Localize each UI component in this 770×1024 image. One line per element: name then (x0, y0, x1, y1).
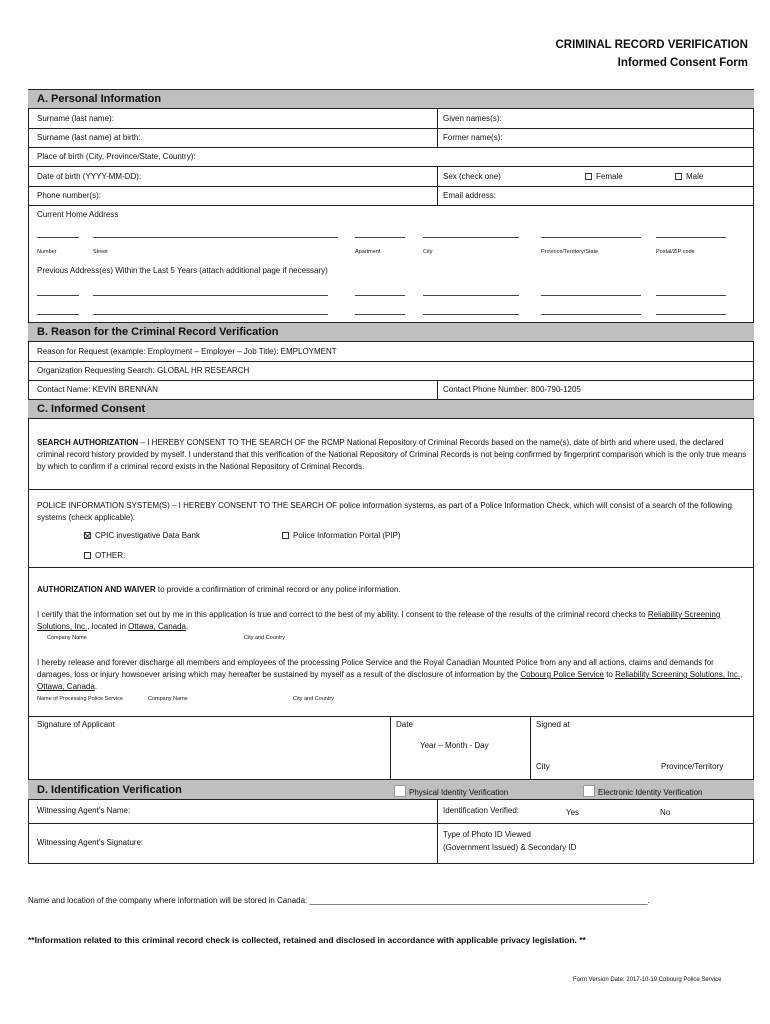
company-name-value: Reliability Screening Solutions, Inc. (615, 670, 741, 679)
previous-address-label: Previous Address(es) Within the Last 5 Years (attach additional page if necessary) (37, 266, 328, 275)
form-title: CRIMINAL RECORD VERIFICATION (555, 39, 748, 51)
prev-number-input[interactable] (37, 295, 79, 296)
province-input[interactable] (541, 237, 641, 238)
police-service-value: Cobourg Police Service (520, 670, 604, 679)
processing-service-caption: Name of Processing Police Service (37, 696, 123, 702)
divider (28, 166, 754, 167)
date-of-birth-field[interactable]: Date of birth (YYYY-MM-DD): (37, 172, 142, 181)
authorization-waiver-text: AUTHORIZATION AND WAIVER to provide a confirmation of criminal record or any police information. (37, 585, 401, 594)
current-address-label: Current Home Address (37, 210, 119, 219)
divider (28, 147, 754, 148)
checkbox-icon (282, 532, 289, 539)
organization-field[interactable]: Organization Requesting Search: GLOBAL HR RESEARCH (37, 366, 250, 375)
divider (28, 567, 754, 568)
storage-location-field[interactable]: Name and location of the company where information will be stored in Canada: ____________________________________________________________________________. (28, 896, 650, 905)
col-province-caption: Province/Territory/State (541, 249, 599, 255)
signature-of-applicant-field[interactable]: Signature of Applicant (37, 720, 115, 729)
form-subtitle: Informed Consent Form (617, 57, 748, 69)
privacy-notice: **Information related to this criminal record check is collected, retained and disclosed in accordance with applicable privacy legislation. ** (28, 935, 586, 945)
photo-id-label-line1: Type of Photo ID Viewed (443, 830, 531, 839)
witness-name-field[interactable]: Witnessing Agent’s Name: (37, 806, 131, 815)
col-number-caption: Number (37, 249, 57, 255)
police-information-text: POLICE INFORMATION SYSTEM(S) – I HEREBY CONSENT TO THE SEARCH OF police information systems, as part of a Police Information Check, which will consist of a search of the following systems (check applicable): (37, 501, 732, 522)
divider (28, 380, 754, 381)
id-verified-no-option[interactable]: No (660, 808, 671, 817)
signed-at-field[interactable]: Signed at (536, 720, 570, 729)
sex-label: Sex (check one) (443, 172, 501, 181)
id-verified-yes-option[interactable]: Yes (566, 808, 580, 817)
prev-postal-input[interactable] (656, 295, 726, 296)
date-format-caption: Year – Month - Day (420, 741, 489, 750)
contact-name-field[interactable]: Contact Name: KEVIN BRENNAN (37, 385, 158, 394)
col-street-caption: Street (93, 249, 108, 255)
section-c-heading: C. Informed Consent (28, 399, 754, 419)
surname-field[interactable]: Surname (last name): (37, 114, 114, 123)
company-name-caption: Company Name (148, 696, 188, 702)
certify-text: I certify that the information set out by me in this application is true and correct to the best of my ability. I consent to the release of the results of the criminal record checks to Reliability Screening Solutions, Inc., located in Ottawa, Canada. (37, 610, 721, 631)
date-field[interactable]: Date (396, 720, 413, 729)
divider (28, 205, 754, 206)
divider (530, 716, 531, 779)
city-caption: City (536, 762, 550, 771)
checkbox-icon (675, 173, 682, 180)
prev-postal-input[interactable] (656, 314, 726, 315)
city-input[interactable] (423, 237, 519, 238)
pip-checkbox[interactable]: Police Information Portal (PIP) (282, 531, 401, 540)
id-verified-label: Identification Verified: (443, 806, 520, 815)
electronic-verification-checkbox[interactable]: Electronic Identity Verification (583, 785, 703, 797)
former-names-field[interactable]: Former name(s): (443, 133, 503, 142)
prev-street-input[interactable] (93, 314, 328, 315)
prev-apartment-input[interactable] (355, 295, 405, 296)
section-a-heading: A. Personal Information (28, 89, 754, 109)
divider (28, 823, 754, 824)
divider (28, 361, 754, 362)
section-d-heading: D. Identification Verification (28, 779, 754, 800)
cpic-checkbox[interactable]: CPIC investigative Data Bank (84, 531, 200, 540)
checkbox-icon (84, 552, 91, 559)
divider (437, 166, 438, 205)
city-country-caption: City and Country (244, 635, 285, 641)
phone-field[interactable]: Phone number(s): (37, 191, 102, 200)
divider (437, 380, 438, 399)
checkbox-icon (394, 785, 406, 797)
postal-input[interactable] (656, 237, 726, 238)
divider (28, 716, 754, 717)
surname-at-birth-field[interactable]: Surname (last name) at birth: (37, 133, 141, 142)
city-country-value: Ottawa, Canada (37, 682, 95, 691)
company-name-caption: Company Name (47, 635, 87, 641)
divider (28, 489, 754, 490)
divider (437, 109, 438, 147)
divider (28, 128, 754, 129)
number-input[interactable] (37, 237, 79, 238)
col-postal-caption: Postal/ZIP code (656, 249, 695, 255)
checkbox-icon (585, 173, 592, 180)
prev-city-input[interactable] (423, 295, 519, 296)
section-b-heading: B. Reason for the Criminal Record Verification (28, 322, 754, 342)
checked-box-icon (84, 532, 91, 539)
female-checkbox[interactable]: Female (585, 172, 623, 181)
col-city-caption: City (423, 249, 433, 255)
col-apartment-caption: Apartment (355, 249, 381, 255)
male-checkbox[interactable]: Male (675, 172, 703, 181)
reason-field[interactable]: Reason for Request (example: Employment – Employer – Job Title): EMPLOYMENT (37, 347, 337, 356)
prev-province-input[interactable] (541, 295, 641, 296)
divider (390, 716, 391, 779)
prev-province-input[interactable] (541, 314, 641, 315)
province-territory-caption: Province/Territory (661, 762, 724, 771)
divider (437, 800, 438, 864)
prev-street-input[interactable] (93, 295, 328, 296)
company-name-value: Reliability Screening Solutions, Inc. (37, 610, 721, 631)
contact-phone-field[interactable]: Contact Phone Number: 800-790-1205 (443, 385, 581, 394)
email-field[interactable]: Email address: (443, 191, 496, 200)
given-names-field[interactable]: Given names(s): (443, 114, 502, 123)
checkbox-icon (583, 785, 595, 797)
witness-signature-field[interactable]: Witnessing Agent’s Signature: (37, 838, 144, 847)
prev-apartment-input[interactable] (355, 314, 405, 315)
apartment-input[interactable] (355, 237, 405, 238)
physical-verification-checkbox[interactable]: Physical Identity Verification (394, 785, 508, 797)
prev-number-input[interactable] (37, 314, 79, 315)
prev-city-input[interactable] (423, 314, 519, 315)
city-country-caption: City and Country (293, 696, 334, 702)
other-checkbox[interactable]: OTHER: (84, 551, 125, 560)
divider (28, 186, 754, 187)
place-of-birth-field[interactable]: Place of birth (City, Province/State, Country): (37, 152, 196, 161)
release-text: I hereby release and forever discharge all members and employees of the processing Police Service and the Royal Canadian Mounted Police from any and all actions, claims and demands for damages, loss or injury howsoever arising which may hereafter be sustained by myself as a result of the disclosure of information by the Cobourg Police Service to Reliability Screening Solutions, Inc., Ottawa, Canada. (37, 658, 743, 691)
city-country-value: Ottawa, Canada (128, 622, 186, 631)
photo-id-label-line2: (Government Issued) & Secondary ID (443, 843, 577, 852)
search-authorization-text: SEARCH AUTHORIZATION – I HEREBY CONSENT TO THE SEARCH OF the RCMP National Repository of Criminal Records based on the name(s), date of birth and where used, the declared criminal record history provided by myself. I understand that this verification of the National Repository of Criminal Records is not being confirmed by fingerprint comparison which is the only true means by which to confirm if a criminal record exists in the National Repository of Criminal Records. (37, 438, 747, 471)
form-version-date: Form Version Date: 2017-10-19 Cobourg Police Service (573, 977, 722, 983)
street-input[interactable] (93, 237, 338, 238)
